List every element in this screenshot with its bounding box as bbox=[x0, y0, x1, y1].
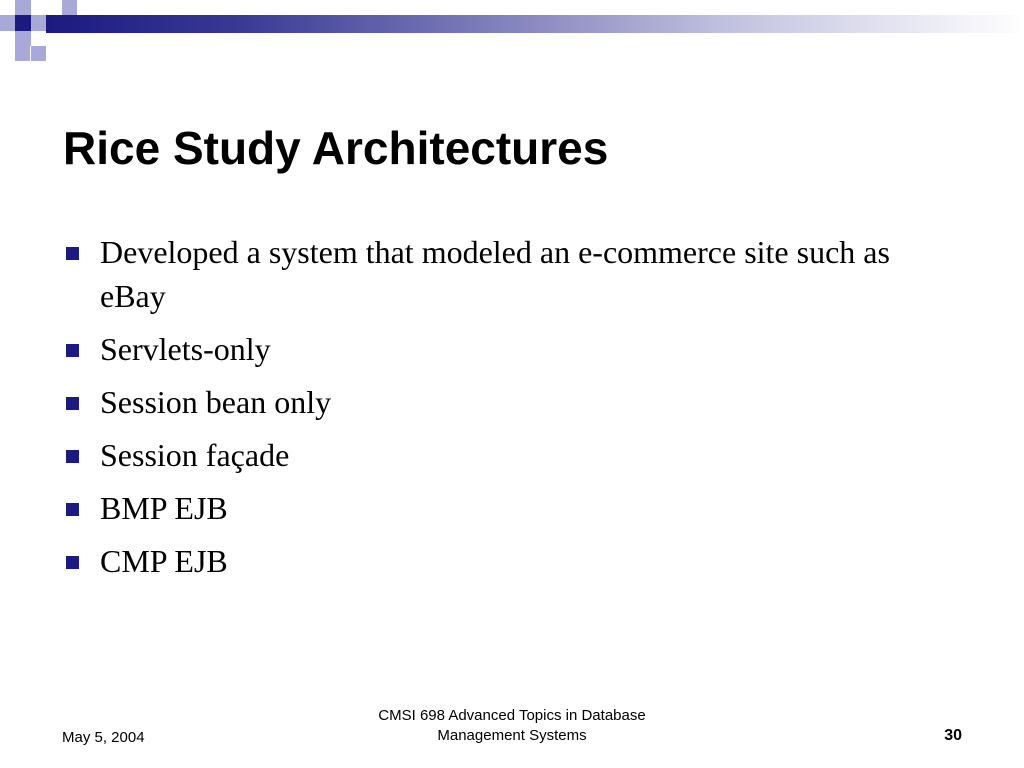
square-bullet-icon bbox=[66, 247, 79, 260]
square-bullet-icon bbox=[66, 397, 79, 410]
bullet-text: Session façade bbox=[100, 437, 290, 473]
page-number: 30 bbox=[944, 727, 962, 744]
footer-course-line: Management Systems bbox=[437, 727, 587, 744]
deco-square bbox=[15, 15, 31, 31]
deco-square bbox=[15, 46, 30, 61]
bullet-text: Developed a system that modeled an e-commerce site such as eBay bbox=[100, 234, 890, 314]
bullet-item bbox=[66, 380, 946, 424]
square-bullet-icon bbox=[66, 556, 79, 569]
bullet-text: Session bean only bbox=[100, 384, 332, 420]
bullet-item bbox=[66, 539, 946, 583]
square-bullet-icon bbox=[66, 450, 79, 463]
bullet-item bbox=[66, 486, 946, 530]
footer-date: May 5, 2004 bbox=[62, 729, 145, 746]
bullet-list bbox=[66, 230, 946, 592]
footer-course-line: CMSI 698 Advanced Topics in Database bbox=[378, 707, 646, 724]
bullet-text: CMP EJB bbox=[100, 543, 228, 579]
deco-square bbox=[31, 46, 46, 61]
slide-title: Rice Study Architectures bbox=[63, 122, 609, 174]
square-bullet-icon bbox=[66, 344, 79, 357]
deco-square bbox=[31, 31, 46, 46]
square-bullet-icon bbox=[66, 503, 79, 516]
bullet-item bbox=[66, 327, 946, 371]
header-gradient-bar bbox=[46, 15, 1024, 33]
bullet-text: BMP EJB bbox=[100, 490, 228, 526]
bullet-text: Servlets-only bbox=[100, 331, 271, 367]
bullet-item bbox=[66, 230, 946, 318]
bullet-item bbox=[66, 433, 946, 477]
deco-square bbox=[31, 0, 46, 15]
deco-square bbox=[62, 0, 77, 15]
footer-course-title bbox=[312, 706, 712, 746]
deco-square bbox=[0, 0, 15, 15]
deco-square bbox=[0, 31, 15, 46]
